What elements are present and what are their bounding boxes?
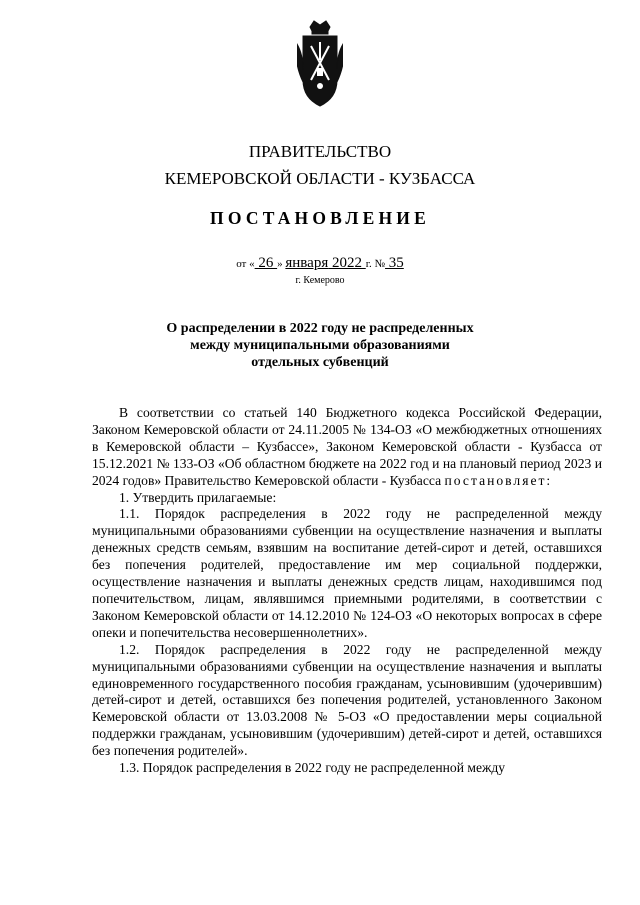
subject-line2: между муниципальными образованиями	[190, 338, 450, 353]
intro-text: В соответствии со статьей 140 Бюджетного кодекса Российской Федерации, Законом Кемеровской области от 24.11.2005 № 134-ОЗ «О межбюджетных отношениях в Кемеровской области – Кузбассе», Законом Кемеровской области - Кузбасса от 15.12.2021 № 133-ОЗ «Об областном бюджете на 2022 год и на плановый период 2023 и 2024 годов» Правительство Кемеровской области - Кузбасса	[92, 405, 602, 488]
number-prefix: г. №	[365, 258, 386, 270]
date-number-line	[0, 255, 640, 272]
paragraph-1-1: 1.1. Порядок распределения в 2022 году не распределенной между муниципальными образованиями субвенции на осуществление назначения и выплаты денежных средств семьям, взявшим на воспитание детей-сирот и детей, оставшихся без попечения родителей, предоставление им мер социальной поддержки, осуществление назначения и выплаты денежных средств лицам, находившимся под попечительством, лицам, являвшимся приемными родителями, в соответствии с Законом Кемеровской области от 14.12.2010 № 124-ОЗ «О некоторых вопросах в сфере опеки и попечительства несовершеннолетних».	[92, 506, 602, 640]
date-month: января	[285, 255, 329, 271]
government-name-line2: КЕМЕРОВСКОЙ ОБЛАСТИ - КУЗБАССА	[164, 169, 476, 188]
paragraph-1-3: 1.3. Порядок распределения в 2022 году не распределенной между	[119, 760, 506, 776]
subject-line3: отдельных субвенций	[251, 355, 389, 370]
paragraph-1-2: 1.2. Порядок распределения в 2022 году не распределенной между муниципальными образованиями субвенции на осуществление назначения и выплаты единовременного государственного пособия гражданам, усыновившим (удочерившим) детей-сирот и детей, оставшихся без попечения родителей, установленного Законом Кемеровской области от 13.03.2008 № 5-ОЗ «О предоставлении меры социальной поддержки гражданам, усыновившим (удочерившим) детей-сирот и детей, оставшихся без попечения родителей».	[92, 641, 602, 759]
intro-verb: постановляет:	[444, 472, 553, 488]
document-type-title: ПОСТАНОВЛЕНИЕ	[210, 208, 430, 228]
date-day: 26	[254, 255, 278, 271]
document-number: 35	[385, 255, 404, 271]
intro-paragraph	[92, 405, 602, 490]
government-name-line1: ПРАВИТЕЛЬСТВО	[248, 142, 392, 161]
subject-line1: О распределении в 2022 году не распределенных	[166, 321, 474, 336]
document-subject	[90, 320, 550, 371]
document-body	[92, 405, 602, 777]
city-label: г. Кемерово	[295, 275, 345, 286]
date-year: 2022	[328, 255, 366, 271]
date-prefix: от «	[236, 258, 255, 270]
date-quote-close: »	[277, 258, 286, 270]
paragraph-1: 1. Утвердить прилагаемые:	[119, 489, 277, 505]
coat-of-arms-icon	[297, 20, 343, 110]
